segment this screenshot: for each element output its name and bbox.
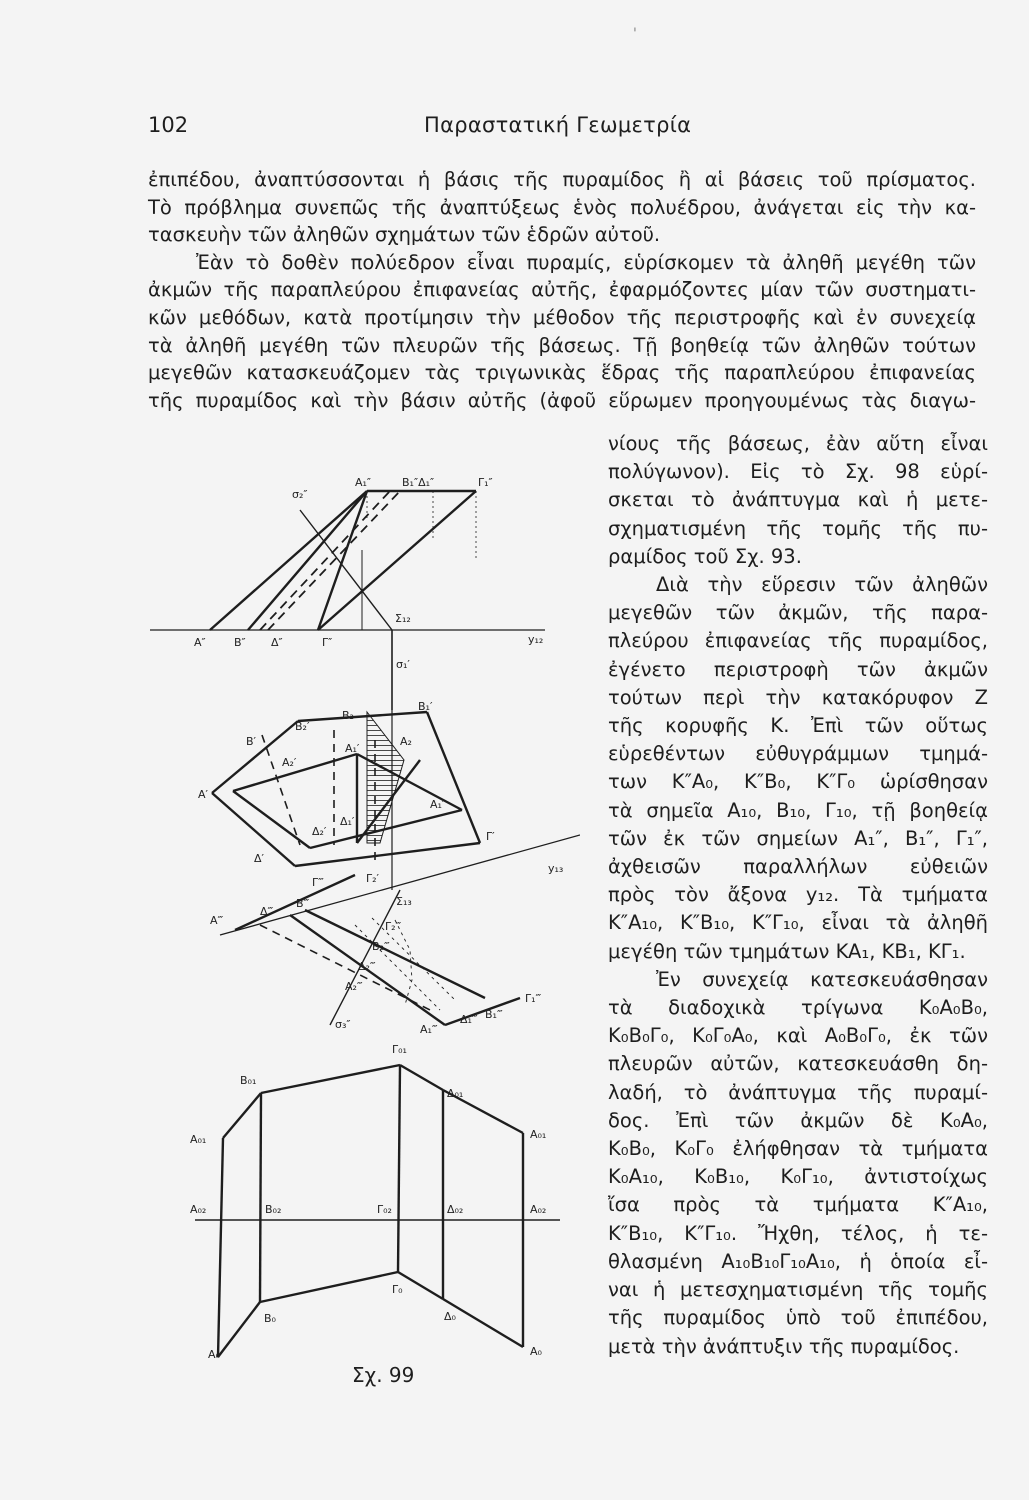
label: Γ₁‴ xyxy=(525,992,542,1005)
label: Δ₂′ xyxy=(312,825,327,838)
label: A₀₂ xyxy=(530,1203,547,1216)
label: Δ′ xyxy=(254,852,265,865)
label: Γ₂‴ xyxy=(385,920,402,933)
label: A₁‴ xyxy=(420,1023,438,1036)
text-line: τὰ ἀληθῆ μεγέθη τῶν πλευρῶν τῆς βάσεως. Τῇ βοηθείᾳ τῶν ἀληθῶν τούτων xyxy=(148,333,976,357)
text-line: πλευρῶν αὐτῶν, κατεσκευάσθη δη- xyxy=(608,1052,988,1076)
label: A″ xyxy=(194,636,206,649)
text-line: τὰ διαδοχικὰ τρίγωνα K₀A₀B₀, xyxy=(608,996,988,1020)
text-line: λαδή, τὸ ἀνάπτυγμα τῆς πυραμί- xyxy=(608,1080,988,1104)
label: B₁′ xyxy=(418,700,433,713)
label: B₂‴ xyxy=(372,940,390,953)
label: Γ₀₂ xyxy=(377,1203,392,1216)
label: B₁″Δ₁″ xyxy=(402,476,435,489)
edge-line xyxy=(233,791,310,848)
text-line: εὑρεθέντων εὐθυγράμμων τμημά- xyxy=(608,742,988,766)
text-line: μεγεθῶν κατασκευάζομεν τὰς τριγωνικὰς ἕδρας τῆς παραπλεύρου ἐπιφανείας xyxy=(148,361,976,385)
label: Γ″ xyxy=(322,636,333,649)
edge-line xyxy=(218,1302,260,1357)
edge-line xyxy=(218,1138,223,1357)
label: Σ₁₂ xyxy=(395,612,411,625)
label: B₀₁ xyxy=(240,1074,257,1087)
label: y₁₂ xyxy=(528,633,544,646)
text-line: τασκευὴν τῶν ἀληθῶν σχημάτων τῶν ἑδρῶν αὐτοῦ. xyxy=(148,223,661,247)
text-line: μετὰ τὴν ἀνάπτυξιν τῆς πυραμίδος. xyxy=(608,1334,960,1358)
text-line: Τὸ πρόβλημα συνεπῶς τῆς ἀναπτύξεως ἑνὸς πολυέδρου, ἀνάγεται εἰς τὴν κα- xyxy=(148,195,976,219)
text-line: μεγέθη τῶν τμημάτων KA₁, KB₁, KΓ₁. xyxy=(608,939,966,963)
label: y₁₃ xyxy=(548,862,564,875)
label: Δ₀ xyxy=(444,1310,456,1323)
label: Δ₀₁ xyxy=(447,1087,464,1100)
text-line: ἀκμῶν τῆς παραπλεύρου ἐπιφανείας αὐτῆς, ἐφαρμόζοντες μίαν τῶν συστηματι- xyxy=(148,278,976,302)
edge-line xyxy=(248,491,367,630)
label: Δ₂‴ xyxy=(358,960,376,973)
page-number: 102 xyxy=(148,113,189,137)
label: A₂ xyxy=(400,735,412,748)
label: σ₁′ xyxy=(396,658,410,671)
text-line: πλεύρου ἐπιφανείας τῆς πυραμίδος, xyxy=(608,629,988,653)
edge-line xyxy=(427,712,480,843)
text-line: K″B₁₀, K″Γ₁₀. Ἤχθη, τέλος, ἡ τε- xyxy=(608,1221,988,1245)
label: A₁′ xyxy=(345,742,360,755)
text-line: ναι ἡ μετεσχηματισμένη τῆς τομῆς xyxy=(608,1278,988,1302)
label: B₀ xyxy=(264,1312,276,1325)
label: B′ xyxy=(246,735,257,748)
edge-line xyxy=(398,1065,400,1272)
figure-caption: Σχ. 99 xyxy=(352,1363,415,1387)
label: A₁′ xyxy=(430,798,445,811)
text-line: τῆς κορυφῆς K. Ἐπὶ τῶν οὕτως xyxy=(608,714,988,738)
label: σ₃″ xyxy=(335,1018,351,1031)
text-line: των K″A₀, K″B₀, K″Γ₀ ὡρίσθησαν xyxy=(608,770,988,794)
label: B‴ xyxy=(296,897,310,910)
text-line: τούτων περὶ τὴν κατακόρυφον Z xyxy=(608,685,988,709)
text-line: δος. Ἐπὶ τῶν ἀκμῶν δὲ K₀A₀, xyxy=(608,1108,988,1132)
edge-line xyxy=(398,1272,443,1299)
text-line: Ἐν συνεχείᾳ κατεσκευάσθησαν xyxy=(656,967,988,991)
text-line: πολύγωνον). Εἰς τὸ Σχ. 98 εὑρί- xyxy=(608,460,988,484)
label: A₂′ xyxy=(282,756,297,769)
text-line: σκεται τὸ ἀνάπτυγμα καὶ ἡ μετε- xyxy=(608,488,988,512)
full-width-text xyxy=(148,166,976,414)
label: Γ₀ xyxy=(392,1283,403,1296)
text-line: νίους τῆς βάσεως, ἐὰν αὕτη εἶναι xyxy=(608,432,988,455)
text-line: K₀B₀, K₀Γ₀ ἐλήφθησαν τὰ τμήματα xyxy=(608,1137,988,1161)
edge-line xyxy=(298,712,427,721)
text-line: τῆς πυραμίδος καὶ τὴν βάσιν αὐτῆς (ἀφοῦ εὕρωμεν προηγουμένως τὰς διαγω- xyxy=(148,388,976,412)
edge-line xyxy=(295,843,480,866)
text-line: πρὸς τὸν ἄξονα y₁₂. Τὰ τμήματα xyxy=(608,883,988,907)
column-text xyxy=(608,430,988,1361)
label: B₀₂ xyxy=(265,1203,282,1216)
edge-line xyxy=(445,998,520,1025)
label: B₁‴ xyxy=(485,1008,503,1021)
text-line: θλασμένη A₁₀B₁₀Γ₁₀A₁₀, ἡ ὁποία εἶ- xyxy=(608,1249,988,1273)
label: B₂ xyxy=(342,709,354,722)
edge-line xyxy=(260,1272,398,1302)
label: Σ₁₃ xyxy=(396,895,412,908)
text-line: K″A₁₀, K″B₁₀, K″Γ₁₀, εἶναι τὰ ἀληθῆ xyxy=(608,911,988,935)
label: Δ₁′ xyxy=(340,815,355,828)
hidden-edge xyxy=(262,735,300,845)
label: A₀ xyxy=(530,1345,542,1358)
text-line: μεγεθῶν τῶν ἀκμῶν, τῆς παρα- xyxy=(608,601,988,625)
label: Γ₀₁ xyxy=(392,1043,407,1056)
label: Δ₀₂ xyxy=(447,1203,464,1216)
cutting-plane-trace xyxy=(330,890,400,1025)
edge-line xyxy=(261,1065,400,1093)
text-line: K₀B₀Γ₀, K₀Γ₀A₀, καὶ A₀B₀Γ₀, ἐκ τῶν xyxy=(608,1024,988,1048)
text-line: ἐπιπέδου, ἀναπτύσσονται ἡ βάσις τῆς πυραμίδος ἢ αἱ βάσεις τοῦ πρίσματος. xyxy=(148,168,976,191)
text-line: ραμίδος τοῦ Σχ. 93. xyxy=(608,544,802,568)
label: Γ‴ xyxy=(312,876,324,889)
label: A₂‴ xyxy=(345,980,363,993)
text-line: τὰ σημεῖα A₁₀, B₁₀, Γ₁₀, τῇ βοηθείᾳ xyxy=(608,798,988,822)
text-line: σχηματισμένη τῆς τομῆς τῆς πυ- xyxy=(608,516,988,540)
text-line: K₀A₁₀, K₀B₁₀, K₀Γ₁₀, ἀντιστοίχως xyxy=(608,1165,988,1189)
label: Γ₂′ xyxy=(366,872,380,885)
text-line: ἴσα πρὸς τὰ τμήματα K″A₁₀, xyxy=(608,1193,988,1217)
edge-line xyxy=(400,1065,443,1090)
edge-line xyxy=(443,1299,523,1347)
label: A‴ xyxy=(210,914,224,927)
label: A₀₂ xyxy=(190,1203,207,1216)
cutting-plane-trace xyxy=(300,510,392,630)
label: Γ₁″ xyxy=(478,476,493,489)
text-line: ἐγένετο περιστροφὴ τῶν ἀκμῶν xyxy=(608,657,988,681)
running-title: Παραστατική Γεωμετρία xyxy=(424,113,692,137)
label: A₀₁ xyxy=(190,1133,207,1146)
geometry-figure xyxy=(140,460,580,1360)
label: A₀₁ xyxy=(530,1128,547,1141)
text-line: κῶν μεθόδων, κατὰ προτίμησιν τὴν μέθοδον τῆς περιστροφῆς καὶ ἐν συνεχείᾳ xyxy=(148,305,976,329)
text-line: Ἐὰν τὸ δοθὲν πολύεδρον εἶναι πυραμίς, εὑρίσκομεν τὰ ἀληθῆ μεγέθη τῶν xyxy=(196,250,976,274)
label: Δ‴ xyxy=(260,905,274,918)
label: Δ₁‴ xyxy=(460,1013,478,1026)
label: B″ xyxy=(234,636,246,649)
label: σ₂″ xyxy=(292,488,308,501)
label: A′ xyxy=(198,788,209,801)
label: Γ′ xyxy=(486,830,495,843)
text-line: τῶν ἐκ τῶν σημείων A₁″, B₁″, Γ₁″, xyxy=(608,826,988,850)
text-line: Διὰ τὴν εὕρεσιν τῶν ἀληθῶν xyxy=(656,573,988,597)
label: A₁″ xyxy=(355,476,372,489)
label: B₂′ xyxy=(295,720,310,733)
edge-line xyxy=(260,1093,261,1302)
text-line: τῆς πυραμίδος ὑπὸ τοῦ ἐπιπέδου, xyxy=(608,1306,988,1330)
edge-line xyxy=(223,1093,261,1138)
label: A₀ xyxy=(208,1348,220,1360)
stray-mark: ' xyxy=(633,26,637,42)
text-line: ἀχθεισῶν παραλλήλων εὐθειῶν xyxy=(608,855,988,879)
label: Δ″ xyxy=(271,636,283,649)
